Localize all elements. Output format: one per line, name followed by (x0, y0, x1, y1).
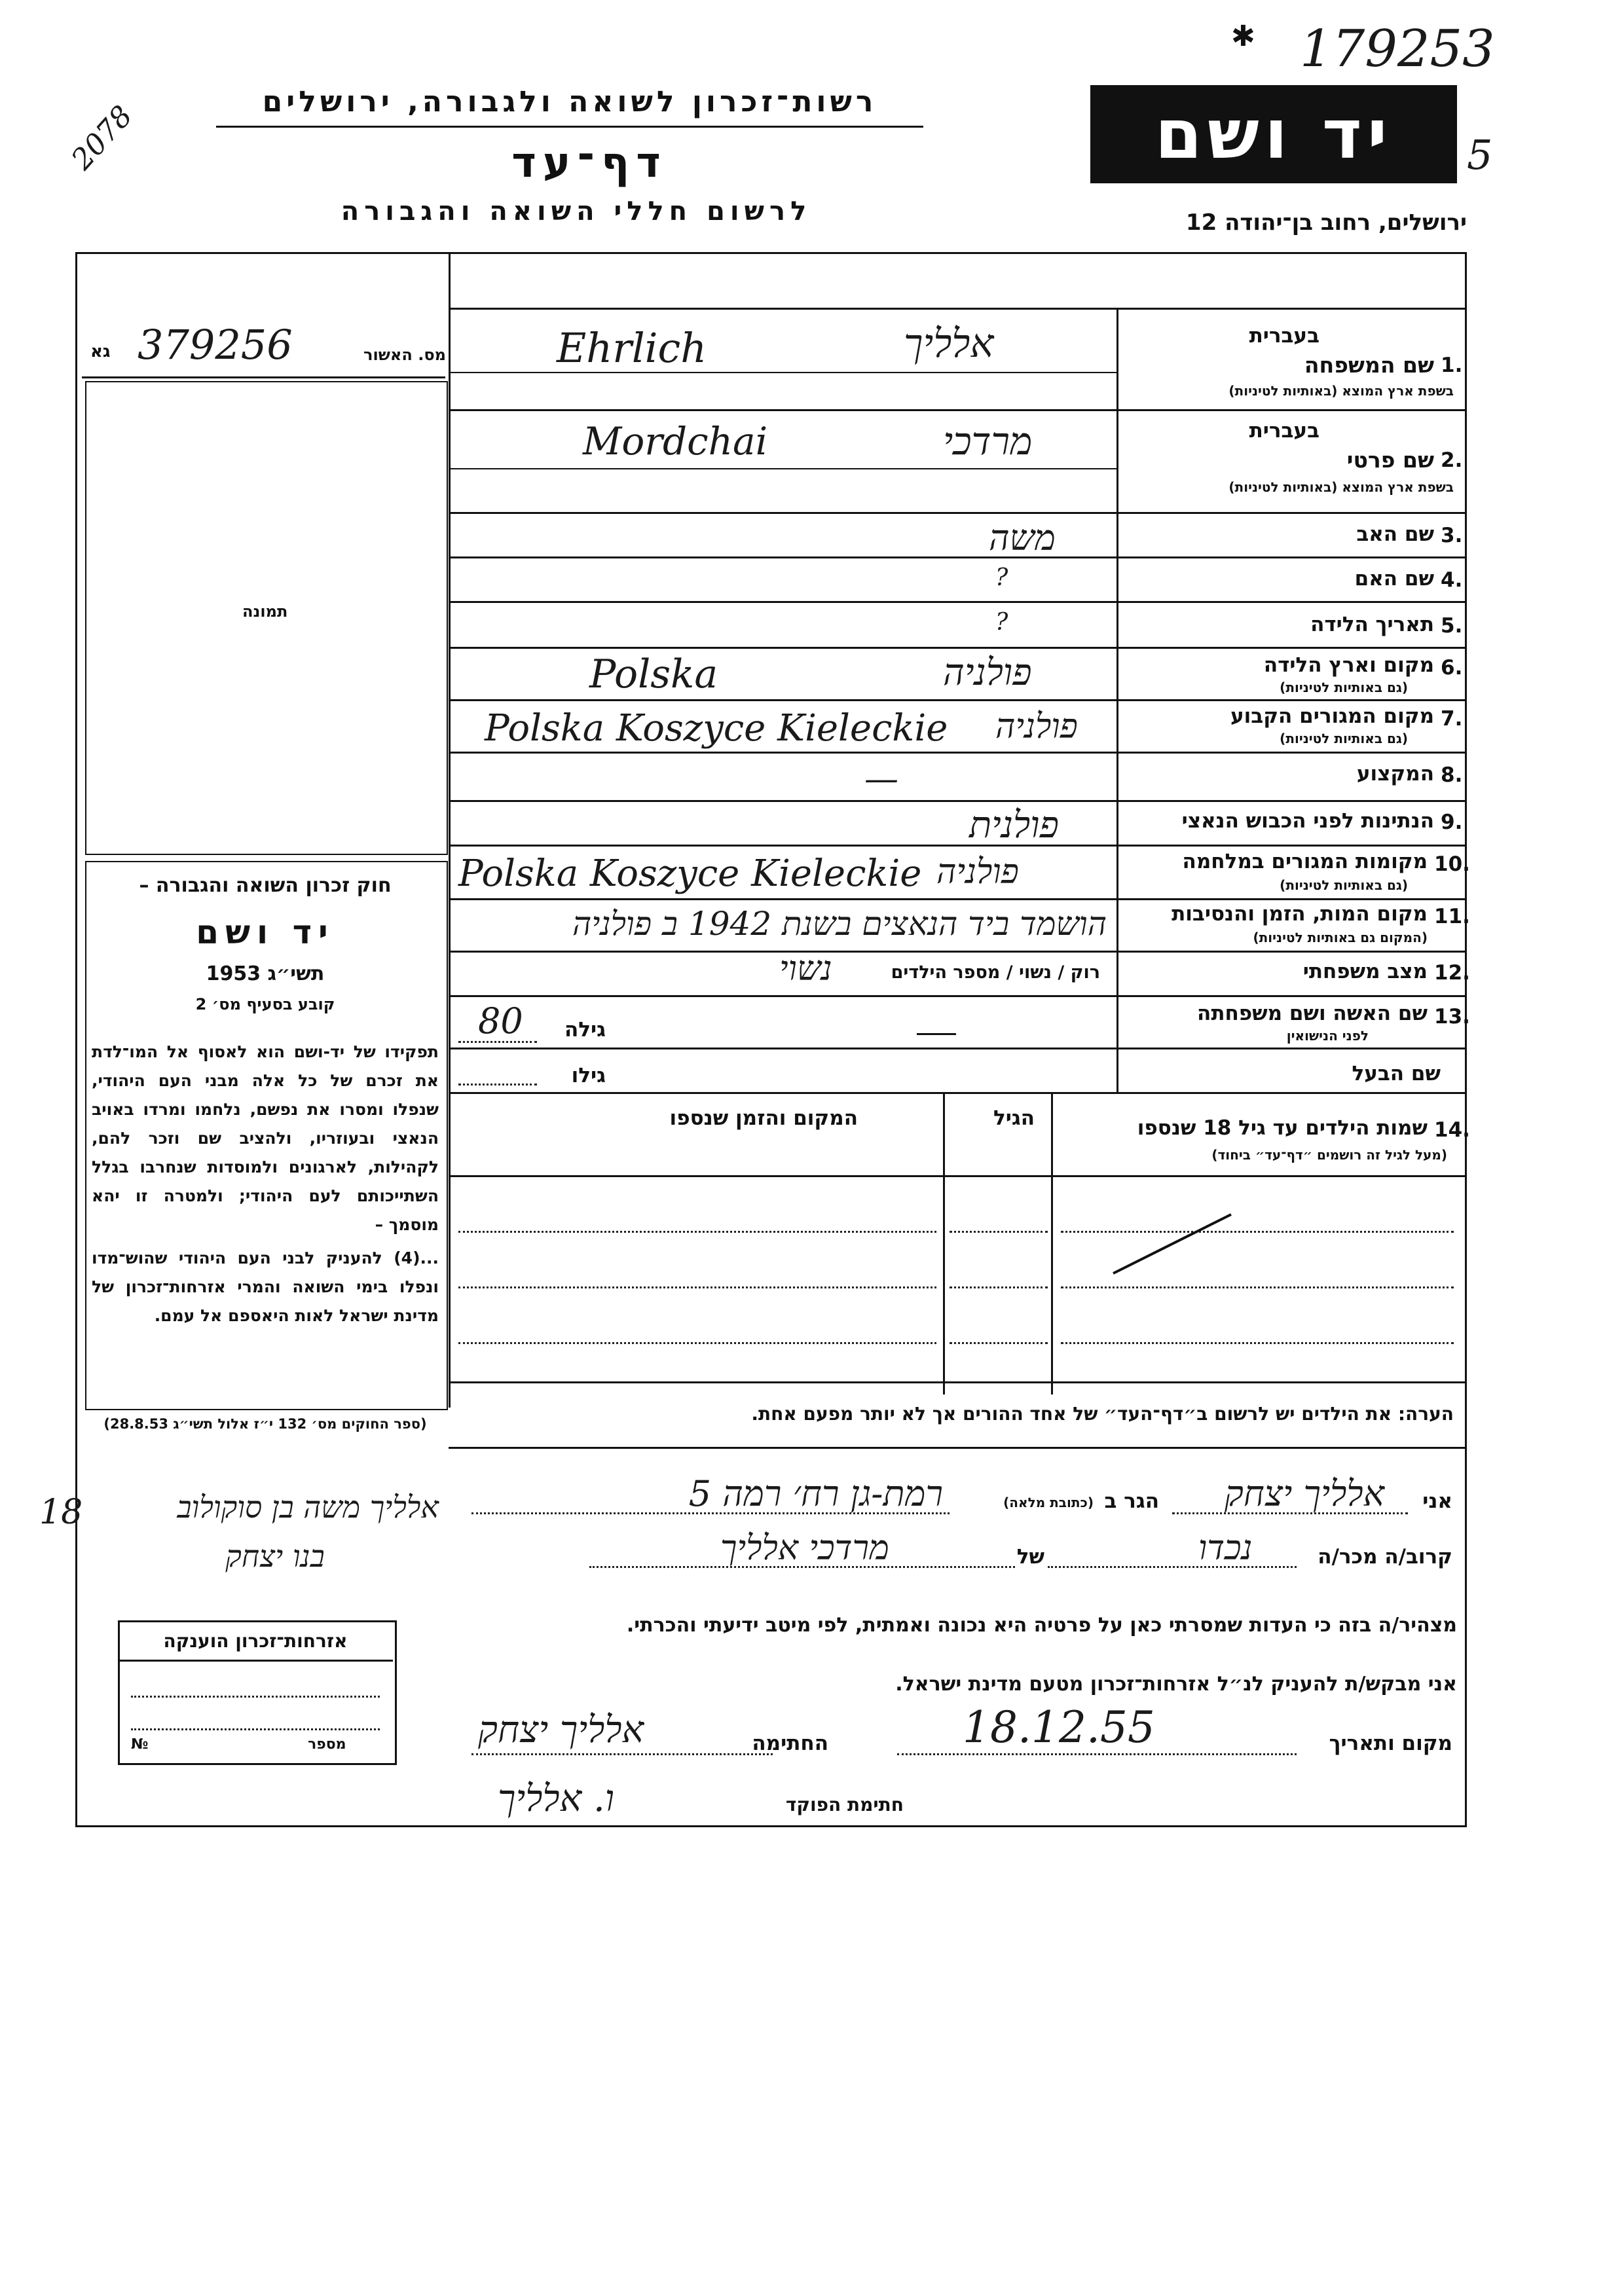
wife-age-value: 80 (478, 1000, 523, 1042)
children-row-line (1061, 1342, 1454, 1344)
approval-label: מס. האשור (363, 346, 446, 364)
children-row-line (950, 1231, 1048, 1233)
row-line (449, 951, 1467, 953)
declaration-text: מצהיר/ה בזה כי העדות שמסרתי כאן על פרטיה היא נכונה ואמתית, לפי מיטב ידיעתי והכרתי. (626, 1614, 1457, 1637)
approval-number: 379256 (138, 321, 293, 369)
margin-note-number: 18 (39, 1493, 83, 1532)
nationality-value: פולנית (969, 804, 1059, 847)
row-line (449, 372, 1116, 373)
field-1-sub: בשפת ארץ המוצא (באותיות לטיניות) (1228, 383, 1454, 399)
of-name: מרדכי אלליך (720, 1529, 889, 1568)
signature-label: החתימה (752, 1732, 828, 1755)
wartime-residence-hebrew: פולניה (936, 852, 1019, 892)
citizenship-number-label: מספר (308, 1736, 346, 1753)
citizenship-number-suffix: № (131, 1736, 149, 1753)
archive-number: 179253 (1300, 20, 1495, 79)
field-7-number: 7. (1441, 707, 1463, 731)
children-sub: (מעל לגיל זה רושמים ״דף־עד״ ביחוד) (1211, 1147, 1447, 1163)
logo-text: יד ושם (1154, 94, 1393, 174)
authority-title: רשות־זכרון לשואה ולגבורה, ירושלים (262, 85, 877, 118)
declarant-address-hint: (כתובת מלאה) (1003, 1495, 1094, 1510)
children-row-line (950, 1286, 1048, 1288)
clerk-label: חתימת הפוקד (785, 1794, 904, 1815)
row-line (449, 800, 1467, 802)
law-text: תפקידו של יד-ושם הוא לאסוף אל המו־לדת את זכרם של כל אלה מבני העם היהודי, שנפלו ומסרו את נפשם, נלחמו ומרדו באויב הנאצי ובעוזריו, ולהציב שם וזכר להם, לקהילות, לארגונים ולמוסדות שנחרבו בגלל השתייכותם לעם היהודי; ולמטרה זו יהא מוסמך – (92, 1042, 439, 1234)
field-9-number: 9. (1441, 811, 1463, 834)
in-hebrew-label: בעברית (1249, 324, 1320, 348)
citizenship-title-line (118, 1660, 393, 1662)
children-row-line (458, 1231, 936, 1233)
field-7-sub: (גם באותיות לטיניות) (1280, 731, 1408, 746)
authority-underline (216, 126, 923, 128)
field-2-label: שם פרטי (1346, 447, 1434, 473)
row-line (449, 752, 1467, 754)
request-text: אני מבקש/ת להעניק לנ״ל אזרחות־זכרון מטעם מדינת ישראל. (895, 1673, 1457, 1696)
birthplace-hebrew: פולניה (943, 651, 1032, 694)
field-11-number: 11. (1434, 905, 1470, 928)
husband-age-line (458, 1084, 537, 1085)
field-2-number: 2. (1441, 448, 1463, 472)
firstname-hebrew: מרדכי (943, 419, 1033, 464)
field-4-label: שם האם (1354, 567, 1434, 591)
children-age-col: הגיל (993, 1106, 1035, 1130)
law-year: תשי״ג 1953 (206, 962, 325, 985)
husband-label: שם הבעל (1352, 1062, 1441, 1085)
row-line (449, 1092, 1467, 1094)
law-section: קובע בסעיף מס׳ 2 (195, 995, 335, 1013)
declarant-name: אלליך יצחק (1225, 1473, 1385, 1514)
field-3-label: שם האב (1356, 522, 1434, 546)
relation-line (1048, 1566, 1297, 1568)
row-line (449, 699, 1467, 701)
corner-number: 2078 (65, 99, 139, 177)
surname-latin: Ehrlich (557, 324, 707, 372)
field-6-label: מקום וארץ הלידה (1263, 653, 1434, 677)
row-line (449, 556, 1467, 558)
row-line (449, 468, 1116, 469)
field-13-label: שם האשה ושם משפחתה (1197, 1002, 1428, 1025)
clerk-signature: ו. אלליך (498, 1777, 615, 1820)
field-6-number: 6. (1441, 656, 1463, 680)
wife-name-dash (917, 1033, 956, 1035)
address: ירושלים, רחוב בן־יהודה 12 (1185, 210, 1467, 236)
row-line (449, 308, 1467, 310)
field-7-label: מקום המגורים הקבוע (1230, 704, 1434, 728)
field-13-sub: לפני הנישואין (1286, 1028, 1369, 1044)
note-text: הערה: את הילדים יש לרשום ב״דף־העד״ של אחד ההורים אך לא יותר מפעם אחת. (751, 1403, 1454, 1425)
marital-status-value: נשוי (779, 949, 832, 989)
field-5-number: 5. (1441, 614, 1463, 638)
residence-latin: Polska Koszyce Kieleckie (485, 707, 948, 750)
date-value: 18.12.55 (963, 1702, 1155, 1753)
mother-name-value: ? (995, 564, 1008, 591)
field-12-sub: רוק / נשוי / מספר הילדים (891, 962, 1100, 983)
husband-age-label: גילו (571, 1064, 606, 1087)
relation-value: נכדו (1198, 1529, 1253, 1568)
law-text-2: ...(4) להעניק לבני העם היהודי שהוש־מדו ונפלו בימי השואה והמרי אזרחות־זכרון של מדינת ישראל לאות היאספם אל עמם. (92, 1248, 439, 1325)
photo-label: תמונה (242, 602, 288, 621)
frame-left (75, 252, 77, 1827)
field-1-number: 1. (1441, 354, 1463, 377)
field-10-number: 10. (1434, 852, 1470, 876)
children-row-line (458, 1342, 936, 1344)
field-8-number: 8. (1441, 763, 1463, 787)
form-subtitle: לרשום חללי השואה והגבורה (341, 196, 812, 227)
citizenship-title: אזרחות־זכרון הוענקה (163, 1630, 348, 1652)
wartime-residence-latin: Polska Koszyce Kieleckie (458, 852, 922, 895)
of-label: של (1016, 1545, 1044, 1569)
children-row-line (1061, 1286, 1454, 1288)
asterisk-mark: ✱ (1231, 20, 1255, 53)
children-row-line (950, 1342, 1048, 1344)
surname-hebrew: אלליך (904, 321, 994, 367)
citizenship-line (131, 1728, 380, 1730)
field-11-sub: (המקום גם באותיות לטיניות) (1253, 930, 1428, 945)
frame-bottom (75, 1825, 1467, 1827)
field-8-label: המקצוע (1356, 762, 1434, 786)
law-footer: (ספר החוקים מס׳ 132 י״ז אלול תשי״ג 28.8.53) (103, 1416, 427, 1432)
form-title: דף־עד (511, 139, 667, 187)
children-bottom-line (449, 1381, 1467, 1383)
relation-label: קרוב/ה מכר/ה (1318, 1545, 1452, 1569)
archive-sub: 5 (1467, 131, 1493, 179)
field-3-number: 3. (1441, 524, 1463, 547)
in-hebrew-label-2: בעברית (1249, 419, 1320, 443)
row-line (449, 1048, 1467, 1049)
children-col-divider-2 (1051, 1093, 1053, 1394)
law-name: יד ושם (196, 913, 335, 951)
law-title: חוק זכרון השואה והגבורה – (139, 874, 392, 897)
of-name-line (589, 1566, 1015, 1568)
children-label: שמות הילדים עד גיל 18 שנספו (1137, 1116, 1428, 1140)
row-line (449, 647, 1467, 649)
margin-note-line-1: אלליך משה בן סוקולוב (177, 1489, 439, 1525)
yad-vashem-logo (1090, 85, 1457, 183)
row-line (449, 601, 1467, 603)
field-13-number: 13. (1434, 1005, 1470, 1029)
field-6-sub: (גם באותיות לטיניות) (1280, 680, 1408, 695)
note-bottom-line (449, 1447, 1467, 1449)
children-header-line (449, 1175, 1467, 1177)
children-col-divider-1 (943, 1093, 945, 1394)
field-1-label: שם המשפחה (1304, 352, 1434, 378)
children-place-col: המקום והזמן שנספו (669, 1106, 858, 1130)
field-5-label: תאריך הלידה (1310, 613, 1434, 636)
children-strike-mark (1107, 1208, 1238, 1280)
field-2-sub: בשפת ארץ המוצא (באותיות לטיניות) (1228, 479, 1454, 495)
approval-suffix: גא (90, 342, 111, 361)
approval-underline (82, 376, 445, 378)
declarant-i-label: אני (1422, 1489, 1452, 1513)
row-line (449, 995, 1467, 997)
frame-right (1465, 252, 1467, 1827)
children-row-line (458, 1286, 936, 1288)
field-12-label: מצב משפחתי (1302, 960, 1428, 983)
profession-value: — (864, 759, 898, 799)
citizenship-line (131, 1696, 380, 1698)
father-name-value: משה (989, 517, 1056, 558)
row-line (449, 512, 1467, 514)
declarant-lives-label: הגר ב (1104, 1489, 1159, 1513)
signature-value: אלליך יצחק (478, 1709, 644, 1751)
row-line (449, 898, 1467, 900)
margin-note-line-2: בנו יצחק (225, 1539, 325, 1574)
children-number: 14. (1434, 1118, 1470, 1142)
signature-line (471, 1753, 773, 1755)
field-12-number: 12. (1434, 961, 1470, 985)
declarant-name-line (1172, 1512, 1408, 1514)
declarant-address-line (471, 1512, 950, 1514)
firstname-latin: Mordchai (583, 419, 768, 464)
field-10-label: מקומות המגורים במלחמה (1182, 850, 1428, 873)
field-9-label: הנתינות לפני הכבוש הנאצי (1181, 809, 1434, 833)
frame-top (75, 252, 1467, 254)
declarant-address: רמת-גן רח׳ רמה 5 (688, 1473, 943, 1514)
field-11-label: מקום המות, הזמן והנסיבות (1172, 902, 1428, 926)
birth-date-value: ? (995, 609, 1008, 636)
left-column-divider (449, 252, 451, 1408)
birthplace-latin: Polska (589, 651, 718, 697)
residence-hebrew: פולניה (995, 707, 1078, 746)
death-place-value: הושמד ביד הנאצים בשנת 1942 ב פולניה (572, 905, 1107, 943)
row-line (449, 845, 1467, 847)
wife-age-label: גילה (564, 1018, 606, 1042)
place-date-label: מקום ותאריך (1329, 1732, 1452, 1755)
row-line (449, 409, 1467, 411)
field-4-number: 4. (1441, 568, 1463, 592)
field-10-sub: (גם באותיות לטיניות) (1280, 877, 1408, 893)
place-date-line (897, 1753, 1297, 1755)
